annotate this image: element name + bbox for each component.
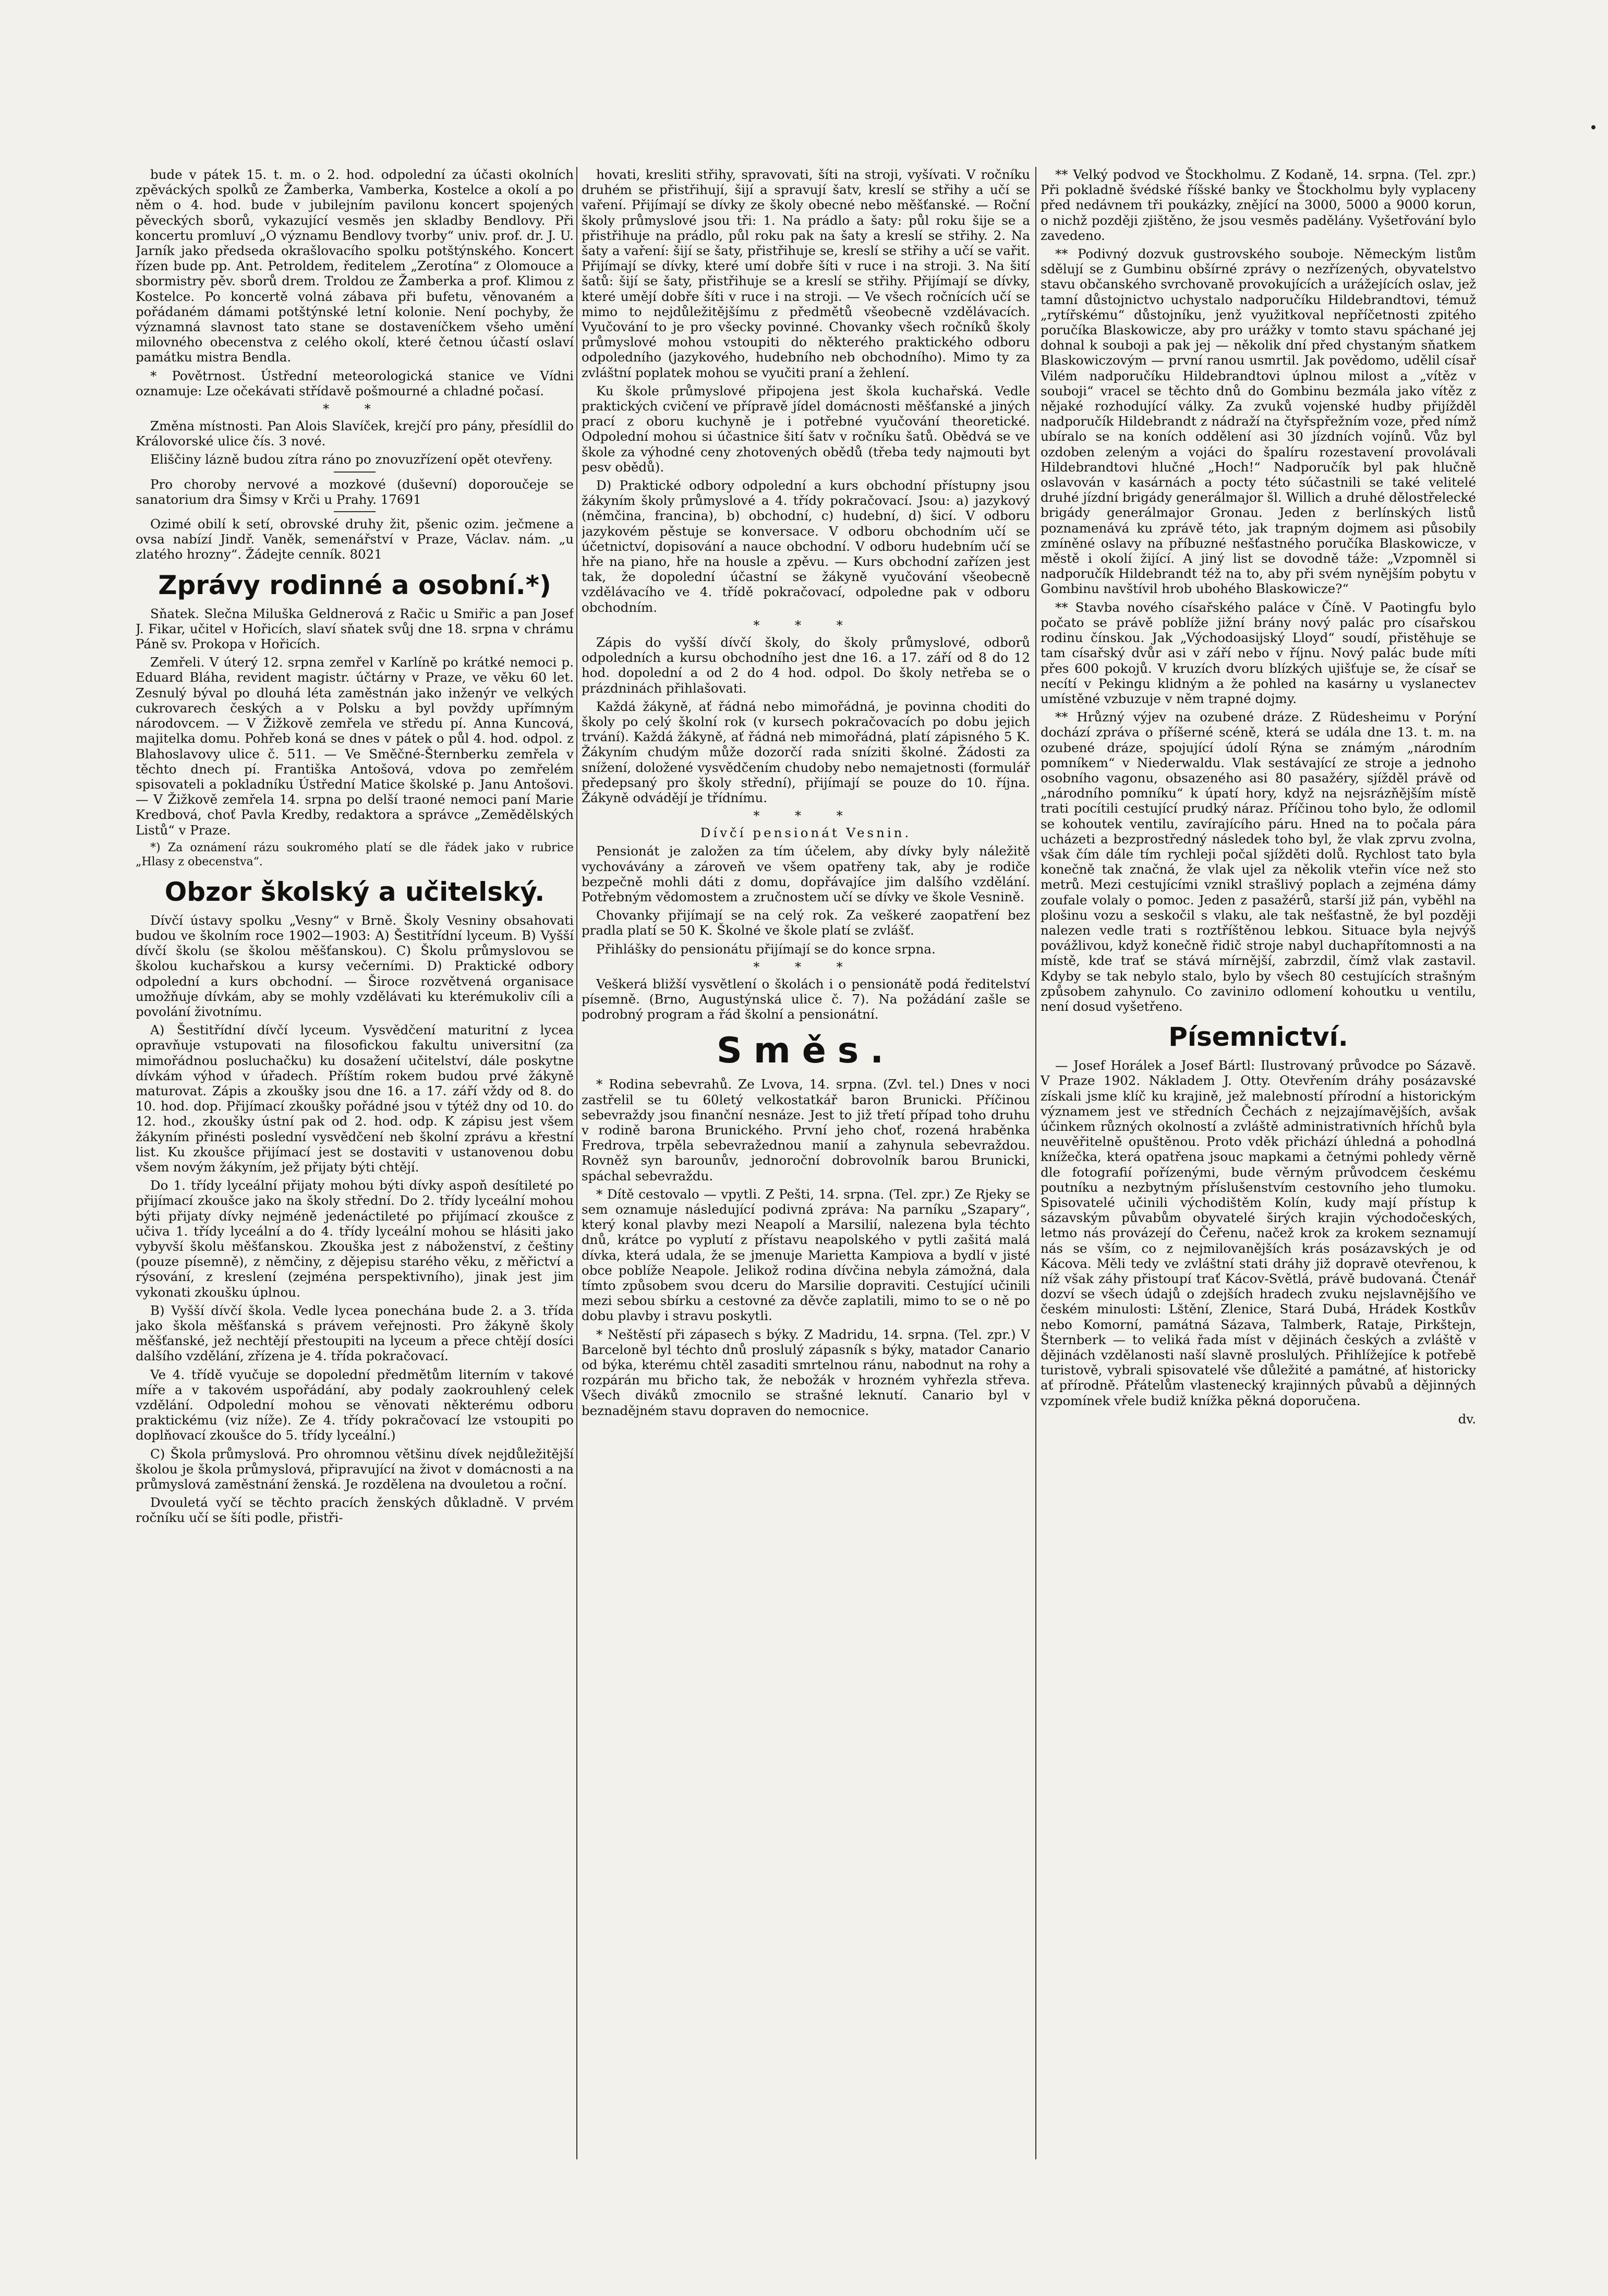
article-text: A) Šestitřídní dívčí lyceum. Vysvědčení maturitní z lycea opravňuje vstupovati na filosofickou fakultu universitní (za mimořádnou posluchačku) ku dosažení učitelství, dále poskytne dívkám výhod v úřadech. Příštím rokem budou prvé žákyně maturovat. Zápis a zkoušky jsou dne 16. a 17. září vždy od 8. do 10. hod. dop. Přijímací zkoušky pořádné jsou v týtéž dny od 10. do 12. hod., zkoušky ústní pak od 2. hod. odp. K zápisu jest všem žákyním přinésti poslední vysvědčení neb školní zprávu a křestní list. Ku zkoušce přijímací jest se dostaviti v ustanovenou dobu všem novým žákyním, jež přijaty býti chtějí. [136, 1022, 574, 1175]
column-rule [1035, 167, 1036, 2159]
article-text: Přihlášky do pensionátu přijímají se do konce srpna. [596, 941, 936, 957]
news-item: * Rodina sebevrahů. Ze Lvova, 14. srpna. (Zvl. tel.) Dnes v noci zastřelil se tu 60letý velkostatkář baron Brunicki. Příčinou sebevraždy jsou finanční nesnáze. Jest to již třetí případ toho druhu v rodině barona Brunického. První jeho choť, rozená hraběnka Fredrova, trpěla sebevražednou manií a zahynula sebevraždou. Rovněž syn barounův, jednoroční dobrovolník barou Brunicki, spáchal sebevraždu. [582, 1077, 1030, 1183]
news-item: * Povětrnost. Ústřední meteorologická stanice ve Vídni oznamuje: Lze očekávati střídavě pošmourné a chladné počasí. [136, 368, 574, 398]
left-column [136, 167, 574, 2149]
section-title: Obzor školský a učitelský. [164, 876, 545, 907]
separator-stars: * * * [753, 808, 859, 824]
article-text: Dívčí ústavy spolku „Vesny“ v Brně. Školy Vesniny obsahovati budou ve školním roce 1902—1903: A) Šestitřídní lyceum. B) Vyšší dívčí školu (se školou měšťanskou). C) Školu průmyslovou se školou kuchařskou a kursy večerními. D) Praktické odbory odpolední a kurs obchodní. — Široce rozvětvená organisace umožňuje dívkám, aby se mohly vzdělávati ku kterémukoliv cíli a povolání životnímu. [136, 912, 574, 1019]
middle-column [582, 167, 1030, 2149]
notice: Změna místnosti. Pan Alois Slavíček, krejčí pro pány, přesídlil do Královorské ulice čís. 3 nové. [136, 418, 574, 449]
article-text: Pensionát je založen za tím účelem, aby dívky byly náležitě vychovávány a zároveň ve všem opatřeny tak, aby je rodiče bezpečně mohli dáti z domu, dopřávajíce jim dalšího vzdělání. Potřebným vědomostem a zručnostem učí se dívky ve škole Vesnině. [582, 843, 1030, 904]
separator-stars: * * * [753, 618, 859, 633]
news-item: * Dítě cestovalo — vpytli. Z Pešti, 14. srpna. (Tel. zpr.) Ze Rjeky se sem oznamuje následující podivná zpráva: Na parníku „Szapary“, který konal plavby mezi Neapolí a Marsilií, nalezena byla téchto dnů, krátce po vyplutí z přístavu neapolského v pytli zašitá malá dívka, která udala, že se jmenuje Marietta Kampiova a bydlí v jisté obce poblíže Neapole. Jelikož rodina dívčina nebyla zámožná, dala tímto způsobem svou dceru do Marsilie dopraviti. Cestující učinili mezi sebou sbírku a cestovné za děvče zaplatili, mimo to se o ně po dobu plavby i stravu poskytli. [582, 1186, 1030, 1324]
right-column [1041, 167, 1476, 2149]
article-text: bude v pátek 15. t. m. o 2. hod. odpolední za účasti okolních zpěváckých spolků ze Žamberka, Vamberka, Kostelce a okolí a po něm o 4. hod. bude v jubilejním pavilonu koncert spojených pěveckých sborů, vykazující vesměs jen skladby Bendlovy. Při koncertu promluví „O významu Bendlovy tvorby“ univ. prof. dr. J. U. Jarník jako předseda okrašlovacího spolku potštýnského. Koncert řízen bude pp. Ant. Petroldem, ředitelem „Zerotína“ z Olomouce a sbormistry pěv. sborů drem. Troldou ze Žamberka a prof. Klimou z Kostelce. Po koncertě volná zábava při bufetu, věnovaném a pořádaném dámami potštýnské letní kolonie. Není pochyby, že významná slavnost tato stane se dostaveníčkem všeho umění milovného obecenstva z celého okolí, které četnou účastí oslaví památku mistra Bendla. [136, 167, 574, 365]
article-text: Dvouletá vyčí se těchto pracích ženských důkladně. V prvém ročníku učí se šíti podle, přistři- [136, 1495, 574, 1526]
page-dot [1591, 125, 1595, 129]
article-text: C) Škola průmyslová. Pro ohromnou většinu dívek nejdůležitější školou je škola průmyslová, připravující na život v domácnosti a na průmyslová zaměstnání ženská. Je rozdělena na dvouletou a roční. [136, 1446, 574, 1492]
review-text: — Josef Horálek a Josef Bártl: Ilustrovaný průvodce po Sázavě. V Praze 1902. Nákladem J. Otty. Otevřením dráhy posázavské získali jsme klíč ku krajině, jež malebností přírodní a historickým významem jest ve středních Čechách z nejzajímavějších, avšak účinkem různých okolností a zvláště administrativních hříchů byla neuvěřitelně opuštěnou. Proto vděk přichází úhledná a pohodlná knížečka, která opatřena jsouc mapkami a četnými pohledy věrně dle fotografií pořízenými, bude věrným průvodcem českému poutníku a nezbytným příslušenstvím cestovního jeho tlumoku. Spisovatelé učinili východištěm Kolín, kudy mají přístup k sázavským půvabům obyvatelé širých krajin východočeských, letmo nás provázejí do Čeřenu, načež krok za krokem seznamují nás se vším, co z nejmilovanějších krás posázavských je od Kácova. Měli tedy ve zvláštní stati dráhy již dopravě otevřenou, k níž však záhy přistoupí trať Kácov-Světlá, právě budovaná. Čtenář dozví se všech údajů o zdejších hradech zvuku nejslavnějšího ve českém minulosti: Lštění, Zlenice, Stará Dubá, Hrádek Kostkův nebo Komorní, památná Sázava, Talmberk, Rataje, Pirkštejn, Šternberk — to veliká řada míst v dějinách českých a zvláště v dějinách vzdělanosti naší slavně proslulých. Přihlížejíce k potřebě turistově, vybrali spisovatelé vše důležité a památné, ať historicky ať přírodně. Přátelům vlastenecký krajinných půvabů a dějinných vzpomínek vřele budiž knížka pěkná doporučena. [1041, 1058, 1476, 1408]
article-text: hovati, kresliti střihy, spravovati, šíti na stroji, vyšívati. V ročníku druhém se přistřihují, šijí a spravují šatv, kreslí se střihy a učí se vaření. Přijímají se dívky ze školy obecné nebo měšťanské. — Roční školy průmyslové jsou tři: 1. Na prádlo a šaty: půl roku šije se a přistřihuje na prádlo, půl roku pak na šaty a kreslí se střihy. 2. Na šaty a vaření: šijí se šaty, přistřihuje se, kreslí se střihy a učí se vařit. Přijímají se dívky, které umí dobře šíti v ruce i na stroji. 3. Na šití šatů: šijí se šaty, přistřihuje se a kreslí se střihy. Přijímají se dívky, které umějí dobře šíti v ruce i na stroji. — Ve všech ročnících učí se mimo to nejdůležitějšímu z předmětů všeobecně vzdělávacích. Vyučování to je pro všecky povinné. Chovanky všech ročníků školy průmyslové mohou vstoupiti do některého praktického odboru odpoledního (jazykového, hudebního neb obchodního). Mimo ty za zvláštní poplatek mohou se vyučiti praní a žehlení. [582, 167, 1030, 380]
notice: Eliščiny lázně budou zítra ráno po znovuzřízení opět otevřeny. [150, 452, 553, 467]
article-text: Zápis do vyšší dívčí školy, do školy průmyslové, odborů odpoledních a kursu obchodního jest dne 16. a 17. září od 8 do 12 hod. dopolední a od 2 do 4 hod. odpol. Do školy netřeba se o prázdninách přihlašovati. [582, 634, 1030, 696]
news-item: ** Velký podvod ve Štockholmu. Z Kodaně, 14. srpna. (Tel. zpr.) Při pokladně švédské říšské banky ve Štockholmu byly vyplaceny před nedávnem tři poukázky, znějící na 3000, 5000 a 9000 korun, o nichž později zjištěno, že jsou vesměs padělány. Vyšetřování bylo zavedeno. [1041, 167, 1476, 243]
author-signature: dv. [1458, 1411, 1476, 1427]
article-text: Do 1. třídy lyceální přijaty mohou býti dívky aspoň desítileté po přijímací zkoušce jako na školy střední. Do 2. třídy lyceální mohou býti přijaty dívky nejméně jedenáctileté po přijímací zkoušce z učiva 1. třídy lyceální a do 4. třídy lyceální mohou se hlásiti jako vybyvší školu měšťanskou. Zkouška jest z náboženství, z češtiny (pouze písemně), z němčiny, z dějepisu starého věku, z měřictví a rýsování, z kreslení (zejména perspektivního), jinak jest jim vykonati zkoušku úplnou. [136, 1178, 574, 1300]
article-text: Ku škole průmyslové připojena jest škola kuchařská. Vedle praktických cvičení ve přípravě jídel domácnosti měšťanské a jiných prací z oboru kuchyně je i potřebné vyučování theoretické. Odpolední mohou si účastnice šití šatv v ročníku šatů. Obědvá se ve škole za výhodné ceny zhotovených obědů (třeba tedy najmouti byt pesv obědů). [582, 383, 1030, 475]
article-text: Chovanky přijímají se na celý rok. Za veškeré zaopatření bez pradla platí se 50 K. Školné ve škole platí se zvlášť. [582, 908, 1030, 938]
news-item: ** Hrůzný výjev na ozubené dráze. Z Rüdesheimu v Porýní dochází zpráva o příšerné scéně, která se udála dne 13. t. m. na ozubené dráze, spojující údolí Rýna se známým „národním pomníkem“ v Niederwaldu. Vlak sestávající ze stroje a jednoho osobního vagonu, obsazeného asi 80 pasažéry, sjížděl právě od „národního pomníku“ k úpatí hory, když na nejsrázňějším místě trati pocítili cestující prudký náraz. Příčinou toho bylo, že odlomil se kohoutek ventilu, zavírajícího páru. Hned na to počala pára ucházeti a bezprostředný následek toho byl, že vlak zprvu zvolna, však čím dále tím rychleji počal sjížděti dolů. Rychlost tato byla konečně tak značná, že vlak ujel za několik vteřin více než sto metrů. Mezi cestujícími vznikl strašlivý poplach a zejména dámy zoufale volaly o pomoc. Jeden z pasažérů, starší již pán, vyběhl na plošinu vozu a seskočil s vlaku, ale tak nešťastně, že byl později nalezen vedle trati s roztříštěnou lebkou. Situace byla nejvýš povážlivou, když konečně řidič stroje nabyl duchapřítomnosti a na místě, kde trať se stává mírnější, zabrzdil, čímž vlak zastavil. Kdyby se tak nebylo stalo, bylo by všech 80 cestujících strašným způsobem zahynulo. Co zaviniло odlomení kohoutku u ventilu, není dosud vyšetřeno. [1041, 709, 1476, 1014]
article-text: Veškerá bližší vysvětlení o školách i o pensionátě podá ředitelství písemně. (Brno, Augustýnská ulice č. 7). Na požádání zašle se podrobný program a řád školní a pensionátní. [582, 976, 1030, 1022]
advert: Pro choroby nervové a mozkové (duševní) doporoučeje se sanatorium dra Šimsy v Krči u Prahy. 17691 [136, 476, 574, 507]
separator-stars: * * * [753, 959, 859, 974]
news-item: * Neštěstí při zápasech s býky. Z Madridu, 14. srpna. (Tel. zpr.) V Barceloně byl téchto dnů proslulý zápasník s býky, matador Canario od býka, kterému chtěl zasaditi smrtelnou ránu, nabodnut na rohy a rozpárán mu břicho tak, že nebožák v hrozném vyhřezla střeva. Všech diváků zmocnilo se strašné leknutí. Canario byl v beznadějném stavu dopraven do nemocnice. [582, 1326, 1030, 1418]
footnote: *) Za oznámení rázu soukromého platí se dle řádek jako v rubrice „Hlasy z obecenstva“. [136, 841, 574, 868]
news-item: Zemřeli. V úterý 12. srpna zemřel v Karlíně po krátké nemoci p. Eduard Bláha, revident magistr. účtárny v Praze, ve věku 60 let. Zesnulý býval po dlouhá léta zaměstnán jako inženýr ve velkých cukrovarech českých a v Polsku a byl povždy upřímným národovcem. — V Žižkově zemřela ve středu pí. Anna Kuncová, majitelka domu. Pohřeb koná se dnes v pátek o půl 4. hod. odpol. z Blahoslavovy ulice č. 511. — Ve Směčné-Šternberku zemřela v těchto dnech pí. Františka Antošová, vdova po zemřelém spisovateli a pokladníku Ústřední Matice školské p. Janu Antošovi. — V Žižkově zemřela 14. srpna po delší traoné nemoci paní Marie Kredbová, choť Pavla Kredby, redaktora a správce „Zemědělských Listů“ v Praze. [136, 655, 574, 838]
column-rule [576, 167, 577, 2159]
article-text: D) Praktické odbory odpolední a kurs obchodní přístupny jsou žákyním školy průmyslové a 4. třídy pokračovací. Jsou: a) jazykový (němčina, francina), b) obchodní, c) hudební, d) šicí. V odboru jazykovém pěstuje se konversace. V odboru obchodním učí se účetnictví, dopisování a nauce obchodní. V odboru hudebním učí se hře na piano, hře na housle a zpěvu. — Kurs obchodní zařízen jest tak, že dopolední účastní se žákyně vyučování všeobecně vzdělávacího ve 4. třídě pokračovací, odpoledne pak v odboru obchodním. [582, 478, 1030, 615]
separator-stars: * * [323, 402, 386, 417]
section-title: Zprávy rodinné a osobní.*) [158, 570, 551, 600]
subheading: Dívčí pensionát Vesnin. [700, 825, 912, 841]
news-item: ** Stavba nového císařského paláce v Číně. V Paotingfu bylo počato se právě poblíže jižní brány nový palác pro císařskou rodinu čínskou. Jak „Východoasijský Lloyd“ soudí, přistěhuje se tam císařský dvůr asi v září nebo v říjnu. Nový palác bude míti přes 600 pokojů. V kruzích dvoru blízkých ujišťuje se, že císař se necítí v Pekingu klidným a že pohled na kasárny u vyslanectev umístěné vzbuzuje v něm trapné dojmy. [1041, 599, 1476, 706]
article-text: B) Vyšší dívčí škola. Vedle lycea ponechána bude 2. a 3. třída jako škola měšťanská s právem veřejnosti. Pro žákyně školy měšťanské, jež nechtějí přestoupiti na lyceum a přece chtějí dosíci dalšího vzdělání, zřízena je 4. třída pokračovací. [136, 1302, 574, 1364]
section-title: Písemnictví. [1168, 1022, 1348, 1053]
news-item: ** Podivný dozvuk gustrovského souboje. Německým listům sdělují se z Gumbinu obšírné zprávy o nezřízených, obyvatelstvo stavu občanského svrchovaně provokujících a urážejících oslav, jež tamní důstojnictvo uchystalo nadporučíku Hildebrandtovi, témuž „rytířskému“ důstojníku, jenž využitkoval nepříčetnosti zpitého poručíka Blaskowicze, aby pro urážky v tomto stavu spáchané jej dohnal k souboji a pak jej — několik dní před chystaným sňatkem Blaskowiczovým — první ranou usmrtil. Jak povědomo, udělil císař Vilém nadporučíku Hildebrandtovi úplnou milost a „vítěz v souboji“ vracel se těchto dnů do Gombinu bezmála jako vítěz z nějaké rozhodující války. Za zvuků vojenské hudby přijížděl nadporučík Hildebrandt z nádraží na čtyřspřežním voze, před nímž ubíralo se na koních oddělení asi 30 jízdních vojínů. Vůz byl ozdoben zeleným a vojáci do špalíru rozestavení provolávali Hildebrandtovi hlučné „Hoch!“ Nadporučík byl pak hlučně oslavován v kasárnách a pocty této súčastnili se také velitelé druhé jízdní brigády generálmajor šl. Willich a druhé dělostřelecké brigády generálmajor Gronau. Jeden z berlínských listů poznamenává ku zprávě této, jak trapným dojmem asi působily zmíněné oslavy na příbuzné nešťastného poručíka Blaskowicze, v městě i okolí žijící. A jiný list se dovodně táže: „Vzpomněl si nadporučík Hildebrandt též na to, aby při svém nynějším pobytu v Gombinu navštívil hrob ubohého Blaskowicze?“ [1041, 246, 1476, 597]
news-item: Sňatek. Slečna Miluška Geldnerová z Račic u Smiřic a pan Josef J. Fikar, učitel v Hořicích, slaví sňatek svůj dne 18. srpna v chrámu Páně sv. Prokopa v Hořicích. [136, 606, 574, 652]
advert: Ozimé obilí k setí, obrovské druhy žit, pšenic ozim. ječmene a ovsa nabízí Jindř. Vaněk, semenářství v Praze, Václav. nám. „u zlatého hrozny“. Žádejte cenník. 8021 [136, 516, 574, 562]
divider [334, 472, 376, 473]
article-text: Ve 4. třídě vyučuje se dopolední předmětům literním v takové míře a v takovém uspořádání, aby podaly zaokrouhlený celek vzdělání. Odpolední mohou se věnovati některému odboru praktickému (viz níže). Ze 4. třídy pokračovací lze vstoupiti po doplňovací zkoušce do 5. třídy lyceální.) [136, 1367, 574, 1443]
section-title: Směs. [716, 1030, 896, 1072]
article-text: Každá žákyně, ať řádná nebo mimořádná, je povinna choditi do školy po celý školní rok (v kursech pokračovacích po dobu jejich trvání). Každá žákyně, ať řádná neb mimořádná, platí zápisného 5 K. Žákyním chudým může dozorčí rada sníziti školné. Žádosti za snížení, doložené vysvědčením chudoby nebo nemajetnosti (formulář předepsaný pro školy střední), přijímají se pouze do 10. října. Žákyně odvádějí je třídnímu. [582, 698, 1030, 805]
divider [334, 511, 376, 512]
